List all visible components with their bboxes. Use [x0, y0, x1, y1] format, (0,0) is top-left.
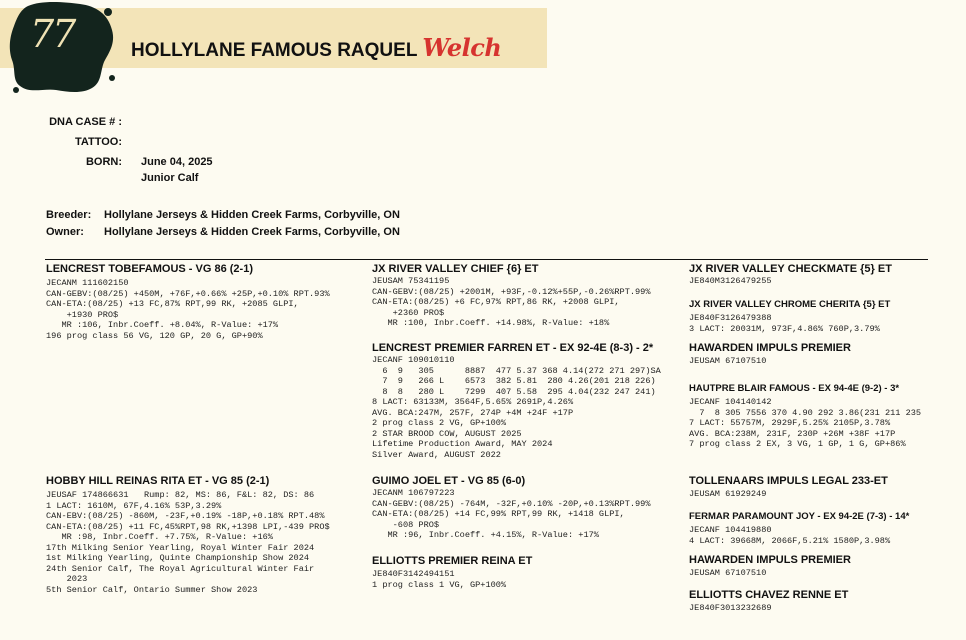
sdd-name: HAUTPRE BLAIR FAMOUS - EX 94-4E (9-2) - 3* [689, 383, 900, 394]
dam-dam-details: JE840F3142494151 1 prog class 1 VG, GP+100% [372, 569, 507, 590]
sire-sire-name: JX RIVER VALLEY CHIEF {6} ET [372, 263, 539, 275]
page-title [131, 33, 501, 62]
dds-details: JEUSAM 67107510 [689, 568, 767, 578]
dam-dam-name: ELLIOTTS PREMIER REINA ET [372, 555, 533, 567]
sire-name: LENCREST TOBEFAMOUS - VG 86 (2-1) [46, 263, 253, 275]
sire-sire-details: JEUSAM 75341195 CAN-GEBV:(08/25) +2001M, +93F,-0.12%+55P,-0.26%RPT.99% CAN-ETA:(08/25) +6 FC,97% RPT,86 RK, +2008 GLPI, +2360 PRO$ MR :100, Inbr.Coeff. +14.98%, R-Value: +18% [372, 276, 651, 328]
ddd-name: ELLIOTTS CHAVEZ RENNE ET [689, 589, 849, 601]
dam-name: HOBBY HILL REINAS RITA ET - VG 85 (2-1) [46, 475, 270, 487]
breeder-value: Hollylane Jerseys & Hidden Creek Farms, Corbyville, ON [104, 209, 400, 221]
born-date: June 04, 2025 [141, 156, 213, 168]
owner-value: Hollylane Jerseys & Hidden Creek Farms, Corbyville, ON [104, 226, 400, 238]
sire-details: JECANM 111602150 CAN-GEBV:(08/25) +450M, +76F,+0.66% +25P,+0.10% RPT.93% CAN-ETA:(08/25) +13 FC,87% RPT,99 RK, +2085 GLPI, +1930 PRO$ MR :106, Inbr.Coeff. +8.04%, R-Value: +17% 196 prog class 56 VG, 120 GP, 20 G, GP+90% [46, 278, 330, 341]
sds-name: HAWARDEN IMPULS PREMIER [689, 342, 851, 354]
pedigree-divider [45, 259, 928, 260]
sdd-details: JECANF 104140142 7 8 305 7556 370 4.90 292 3.86(231 211 235 7 LACT: 55757M, 2929F,5.25% 2105P,3.78% AVG. BCA:238M, 231F, 230P +26M +38F +17P 7 prog class 2 EX, 3 VG, 1 GP, 1 G, GP+86% [689, 397, 922, 449]
dam-sire-details: JECANM 106797223 CAN-GEBV:(08/25) -764M, -32F,+0.10% -20P,+0.13%RPT.99% CAN-ETA:(08/25) +14 FC,99% RPT,99 RK, +1418 GLPI, -608 PRO$ MR :96, Inbr.Coeff. +4.15%, R-Value: +17% [372, 488, 651, 540]
dna-case-label: DNA CASE # : [49, 116, 122, 128]
title-main: HOLLYLANE FAMOUS RAQUEL [131, 40, 418, 61]
dsd-name: FERMAR PARAMOUNT JOY - EX 94-2E (7-3) - 14* [689, 511, 910, 522]
sss-name: JX RIVER VALLEY CHECKMATE {5} ET [689, 263, 892, 275]
dss-details: JEUSAM 61929249 [689, 489, 767, 499]
sire-dam-name: LENCREST PREMIER FARREN ET - EX 92-4E (8-3) - 2* [372, 342, 654, 354]
breeder-label: Breeder: [46, 209, 92, 221]
dsd-details: JECANF 104419880 4 LACT: 39668M, 2066F,5.21% 1580P,3.98% [689, 525, 891, 546]
sss-details: JE840M3126479255 [689, 276, 772, 286]
sds-details: JEUSAM 67107510 [689, 356, 767, 366]
born-label: BORN: [85, 156, 122, 168]
class-value: Junior Calf [141, 172, 199, 184]
dam-details: JEUSAF 174866631 Rump: 82, MS: 86, F&L: 82, DS: 86 1 LACT: 1610M, 67F,4.16% 53P,3.29% CAN-EBV:(08/25) -860M, -23F,+0.19% -18P,+0.18% RPT.48% CAN-ETA:(08/25) +11 FC,45%RPT,98 RK,+1398 LPI,-439 PRO$ MR :98, Inbr.Coeff. +7.75%, R-Value: +16% 17th Milking Senior Yearling, Royal Winter Fair 2024 1st Milking Yearling, Quinte Championship Show 2024 24th Senior Calf, The Royal Agricultural Winter Fair 2023 5th Senior Calf, Ontario Summer Show 2023 [46, 490, 330, 595]
ssd-name: JX RIVER VALLEY CHROME CHERITA {5} ET [689, 299, 891, 310]
ssd-details: JE840F3126479388 3 LACT: 20031M, 973F,4.86% 760P,3.79% [689, 313, 880, 334]
owner-label: Owner: [46, 226, 84, 238]
sire-dam-details: JECANF 109010110 6 9 305 8887 477 5.37 368 4.14(272 271 297)SA 7 9 266 L 6573 382 5.81 280 4.26(201 218 226) 8 8 280 L 7299 407 5.58 295 4.04(232 247 241) 8 LACT: 63133M, 3564F,5.65% 2691P,4.26% AVG. BCA:247M, 257F, 274P +4M +24F +17P 2 prog class 2 VG, GP+100% 2 STAR BROOD COW, AUGUST 2025 Lifetime Production Award, MAY 2024 Silver Award, AUGUST 2022 [372, 355, 661, 460]
dss-name: TOLLENAARS IMPULS LEGAL 233-ET [689, 475, 888, 487]
dds-name: HAWARDEN IMPULS PREMIER [689, 554, 851, 566]
dam-sire-name: GUIMO JOEL ET - VG 85 (6-0) [372, 475, 526, 487]
title-script: Welch [422, 33, 502, 62]
ddd-details: JE840F3013232689 [689, 603, 772, 613]
tattoo-label: TATTOO: [74, 136, 122, 148]
lot-number: 77 [30, 12, 75, 56]
